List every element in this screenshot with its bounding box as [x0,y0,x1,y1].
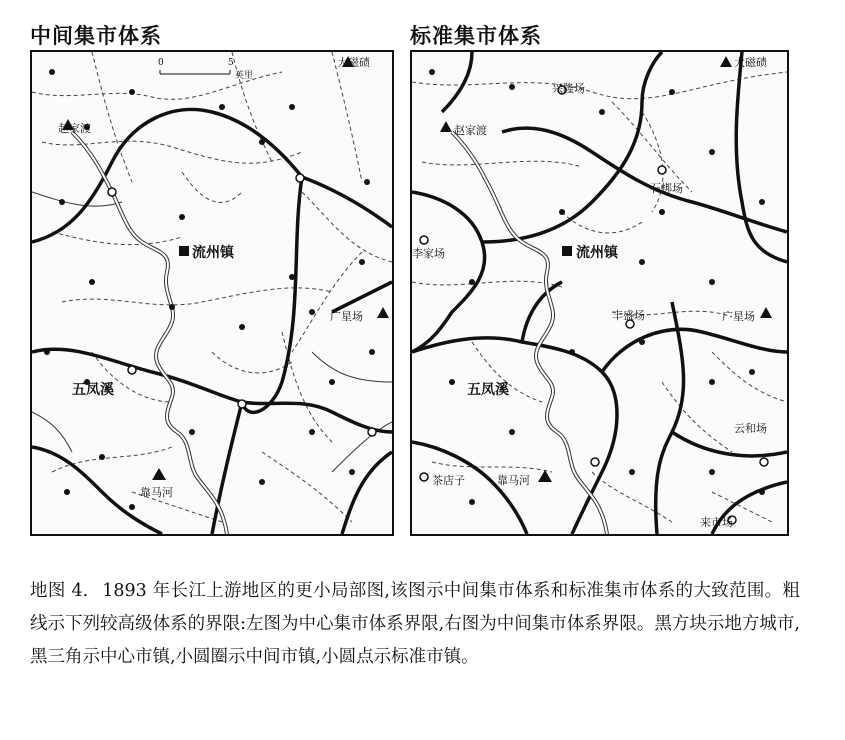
right-map [410,50,789,536]
right-label-guangxingchang: 广星场 [722,310,755,323]
right-label-jiandianzi: 茶店子 [432,474,465,487]
left-minor-lines [32,192,392,472]
left-intermediate-towns [108,174,376,436]
left-label-liuzhouzhen: 流州镇 [192,245,234,261]
right-label-xinglongchang: 兴隆场 [552,82,585,95]
scale-zero: 0 [158,58,164,68]
left-map-title: 中间集市体系 [30,24,162,48]
right-label-liuzhouzhen: 流州镇 [576,245,618,261]
right-label-dashuyan: 大磁碛 [734,56,767,69]
left-city-square [179,246,189,256]
left-label-wufengxi: 五凤溪 [72,382,114,398]
right-label-fengshengchang: 丰盛场 [612,309,645,322]
right-central-towns [440,56,772,482]
right-label-yunhechang: 云和场 [734,422,767,435]
right-label-kaomahe: 靠马河 [497,474,530,487]
scale-five: 5 [228,58,234,68]
right-label-shibangchang: 石梆场 [650,182,683,195]
right-city-square [562,246,572,256]
right-label-laishichang: 来市场 [700,516,733,529]
right-label-wufengxi: 五凤溪 [467,382,509,398]
left-label-guangxingchang: 广星场 [330,310,363,323]
left-label-zhaojiadu: 赵家渡 [58,122,91,135]
caption-text: 1893 年长江上游地区的更小局部图,该图示中间集市体系和标准集市体系的大致范围。粗线示下列较高级体系的界限:左图为中心集市体系界限,右图为中间集市体系界限。黑方块示地方城市,黑三角示中心市镇,小圆圈示中间市镇,小圆点示标准市镇。 [30,581,800,667]
left-standard-towns [44,69,375,510]
right-map-title: 标准集市体系 [410,24,542,48]
scale-unit: 英里 [235,71,254,81]
figure-caption [30,575,800,674]
right-label-zhaojiadu: 赵家渡 [454,124,487,137]
figure-number: 地图 4. [30,581,89,601]
left-label-dashuyan: 大磁碛 [337,56,370,69]
left-label-kaomahe: 靠马河 [140,486,173,499]
left-scale-bar [160,70,230,74]
right-label-liujiachang: 李家场 [412,247,445,260]
left-map [30,50,394,536]
